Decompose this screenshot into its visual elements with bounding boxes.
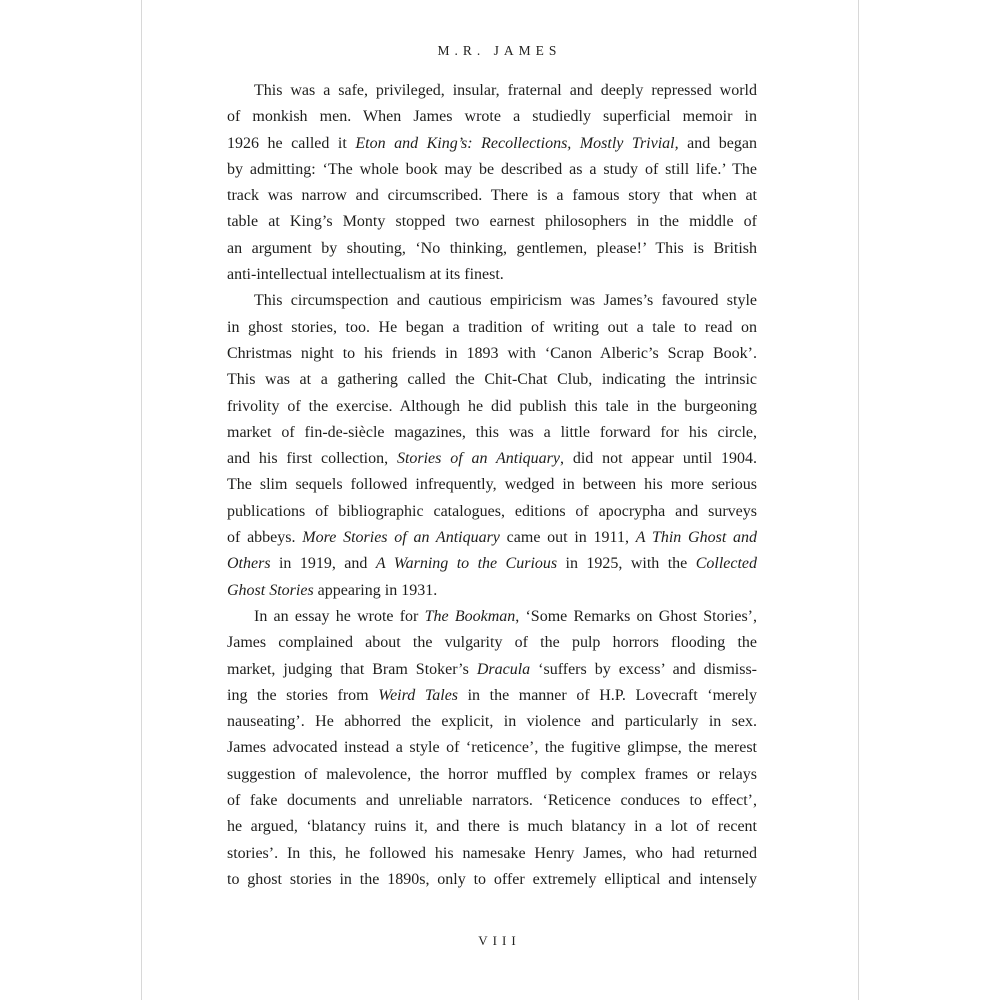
text-segment: of fake documents and unreliable narrators. ‘Reticence conduces to effect’, [227,792,757,810]
text-segment: 1926 he called it [227,134,356,152]
text-line [227,104,757,130]
text-segment: ing the stories from [227,686,379,704]
text-line [227,867,757,893]
italic-text-segment: More Stories of an Antiquary [302,529,500,547]
text-line [227,183,757,209]
italic-text-segment: Eton and King’s: Recollections, Mostly Trivial, [355,134,679,152]
text-segment: of abbeys. [227,529,303,547]
text-segment: The slim sequels followed infrequently, wedged in between his more serious [227,476,757,494]
text-segment: suggestion of malevolence, the horror muffled by complex frames or relays [227,765,757,783]
text-line [227,78,757,104]
text-segment: appearing in 1931. [313,581,438,599]
italic-text-segment: A Thin Ghost and [635,529,758,547]
text-segment: This circumspection and cautious empiricism was James’s favoured style [254,292,757,310]
text-segment: , did not appear until 1904. [560,450,758,468]
text-line [227,841,757,867]
text-line [227,578,757,604]
text-line [227,315,757,341]
text-segment: in 1925, with the [557,555,696,573]
text-line [227,420,757,446]
italic-text-segment: Ghost Stories [227,581,314,599]
italic-text-segment: Dracula [476,660,531,678]
italic-text-segment: Others [227,555,271,573]
text-line [227,525,757,551]
text-line [227,367,757,393]
page-number: VIII [478,933,521,948]
text-segment: market, judging that Bram Stoker’s [227,660,477,678]
text-segment: Christmas night to his friends in 1893 with ‘Canon Alberic’s Scrap Book’. [227,344,757,362]
text-segment: in 1919, and [270,555,376,573]
text-segment: stories’. In this, he followed his namesake Henry James, who had returned [227,844,757,862]
text-segment: an argument by shouting, ‘No thinking, gentlemen, please!’ This is British [227,239,757,257]
italic-text-segment: Stories of an Antiquary [396,450,561,468]
text-segment: he argued, ‘blatancy ruins it, and there is much blatancy in a lot of recent [227,818,757,836]
text-line [227,472,757,498]
text-segment: anti-intellectual intellectualism at its finest. [227,266,504,284]
body-text [227,78,757,893]
text-line [227,262,757,288]
page-edge-left [141,0,142,1000]
text-line [227,499,757,525]
text-segment: publications of bibliographic catalogues, editions of apocrypha and surveys [227,502,757,520]
text-line [227,551,757,577]
text-segment: of monkish men. When James wrote a studiedly superficial memoir in [227,108,757,126]
italic-text-segment: Collected [695,555,758,573]
text-segment: track was narrow and circumscribed. There is a famous story that when at [227,187,757,205]
text-line [227,341,757,367]
text-line [227,446,757,472]
text-line [227,604,757,630]
text-segment: frivolity of the exercise. Although he did publish this tale in the burgeoning [227,397,757,415]
text-segment: in the manner of H.P. Lovecraft ‘merely [458,686,758,704]
text-line [227,157,757,183]
text-line [227,236,757,262]
text-line [227,657,757,683]
italic-text-segment: A Warning to the Curious [375,555,558,573]
text-line [227,683,757,709]
text-segment: nauseating’. He abhorred the explicit, in violence and particularly in sex. [227,713,757,731]
text-line [227,762,757,788]
text-line [227,788,757,814]
text-segment: This was at a gathering called the Chit-Chat Club, indicating the intrinsic [227,371,757,389]
text-segment: , ‘Some Remarks on Ghost Stories’, [515,607,757,625]
text-line [227,288,757,314]
running-header: M.R. JAMES [437,43,562,58]
text-line [227,709,757,735]
text-segment: and began [678,134,757,152]
text-line [227,814,757,840]
text-segment: table at King’s Monty stopped two earnest philosophers in the middle of [227,213,757,231]
text-line [227,735,757,761]
text-line [227,394,757,420]
text-segment: ‘suffers by excess’ and dismiss- [530,660,758,678]
text-segment: James advocated instead a style of ‘reticence’, the fugitive glimpse, the merest [227,739,757,757]
italic-text-segment: The Bookman [424,607,516,625]
text-line [227,630,757,656]
text-segment: came out in 1911, [499,529,636,547]
text-segment: in ghost stories, too. He began a tradition of writing out a tale to read on [227,318,757,336]
text-segment: by admitting: ‘The whole book may be described as a study of still life.’ The [227,160,757,178]
text-segment: and his first collection, [227,450,397,468]
text-line [227,131,757,157]
italic-text-segment: Weird Tales [378,686,459,704]
text-segment: James complained about the vulgarity of the pulp horrors flooding the [227,634,757,652]
text-segment: This was a safe, privileged, insular, fraternal and deeply repressed world [254,82,757,99]
text-segment: In an essay he wrote for [254,607,425,625]
text-line [227,209,757,235]
text-segment: market of fin-de-siècle magazines, this was a little forward for his circle, [227,423,757,441]
text-segment: to ghost stories in the 1890s, only to offer extremely elliptical and intensely [227,870,757,888]
page-edge-right [858,0,859,1000]
